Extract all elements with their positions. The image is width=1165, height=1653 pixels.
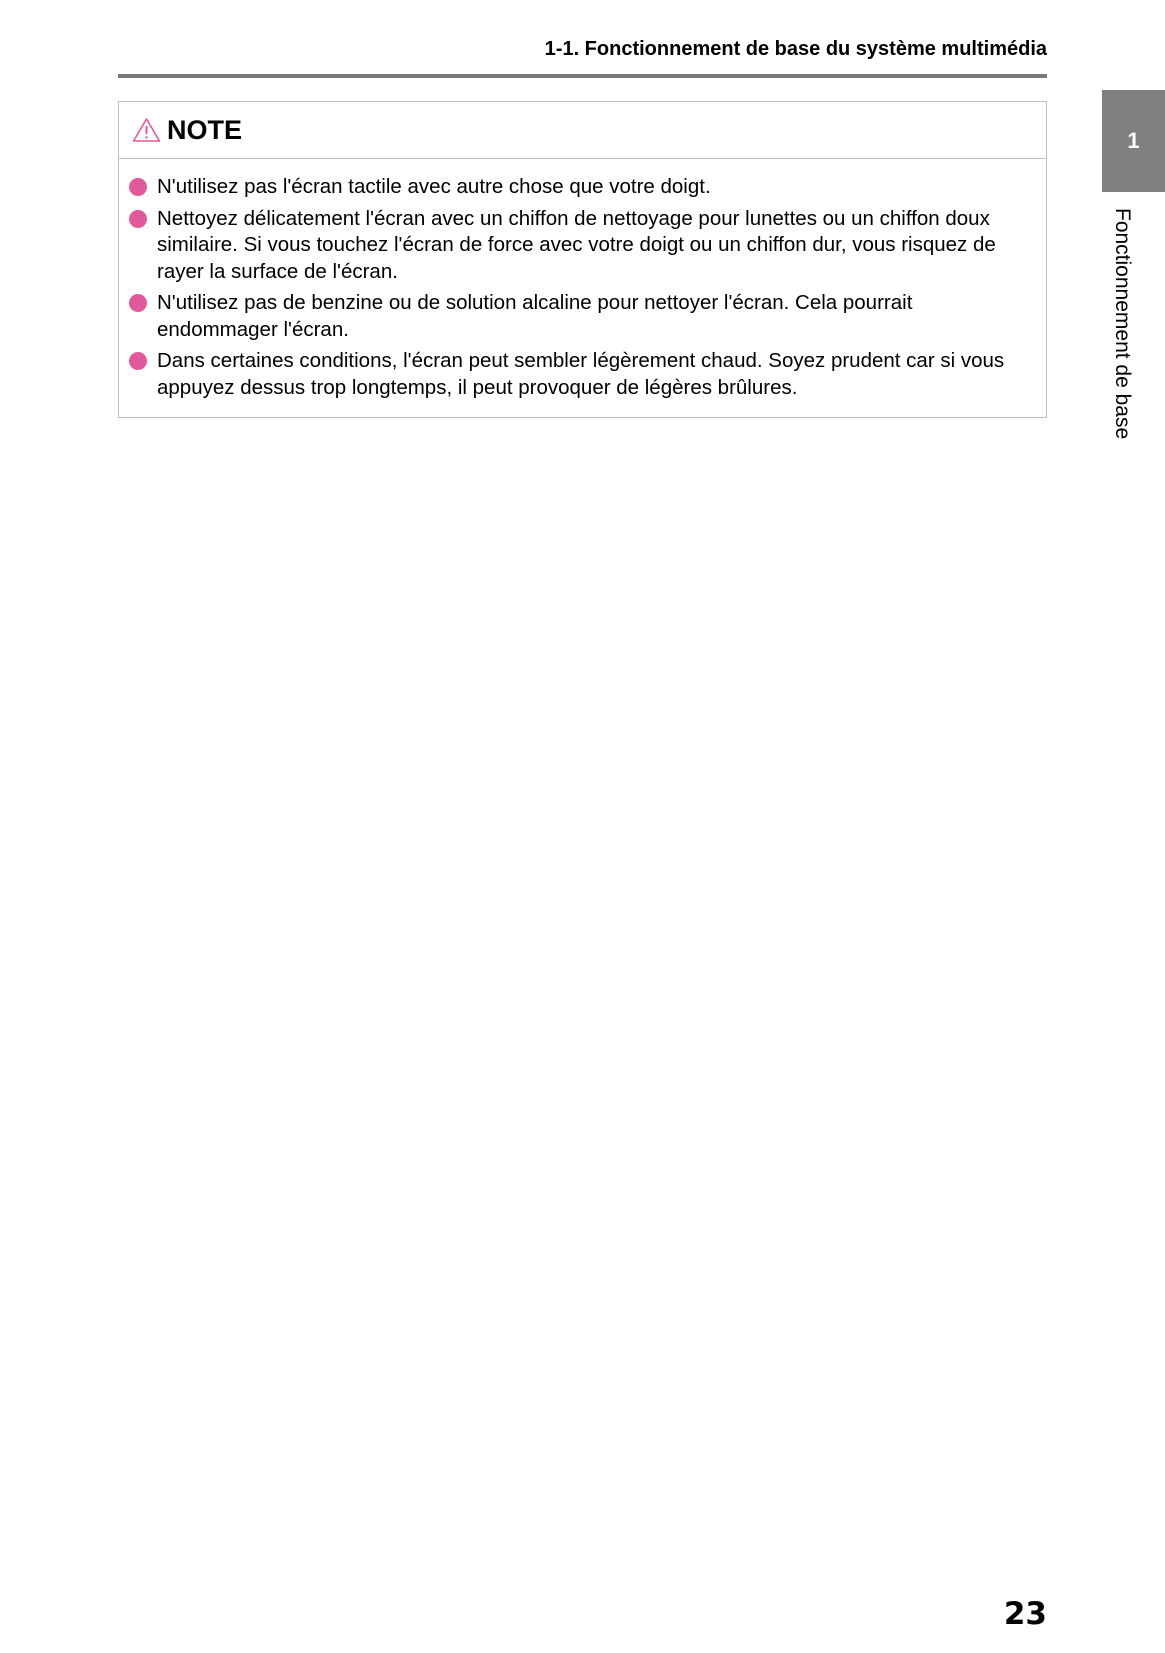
note-item bbox=[129, 348, 1026, 401]
note-item-text: Dans certaines conditions, l'écran peut sembler légèrement chaud. Soyez prudent car si vous appuyez dessus trop longtemps, il peut provoquer de légères brûlures. bbox=[157, 349, 1005, 399]
page-number: 23 bbox=[1003, 1596, 1047, 1632]
note-item bbox=[129, 174, 1026, 201]
section-header: 1-1. Fonctionnement de base du système multimédia bbox=[544, 38, 1047, 60]
bullet-dot-icon bbox=[129, 352, 147, 370]
chapter-label: Fonctionnement de base bbox=[1111, 208, 1134, 440]
note-item-text: N'utilisez pas l'écran tactile avec autre chose que votre doigt. bbox=[157, 175, 711, 198]
bullet-dot-icon bbox=[129, 294, 147, 312]
note-item-text: Nettoyez délicatement l'écran avec un chiffon de nettoyage pour lunettes ou un chiffon doux similaire. Si vous touchez l'écran de force avec votre doigt ou un chiffon dur, vous risquez de rayer la surface de l'écran. bbox=[157, 206, 996, 283]
bullet-dot-icon bbox=[129, 178, 147, 196]
note-item-text: N'utilisez pas de benzine ou de solution alcaline pour nettoyer l'écran. Cela pourrait endommager l'écran. bbox=[157, 291, 913, 341]
bullet-dot-icon bbox=[129, 210, 147, 228]
note-box bbox=[118, 101, 1047, 418]
header-rule bbox=[118, 74, 1047, 78]
note-item bbox=[129, 206, 1026, 286]
note-list bbox=[119, 159, 1046, 401]
note-header bbox=[119, 102, 1046, 159]
warning-triangle-icon bbox=[132, 117, 161, 143]
note-title: NOTE bbox=[167, 114, 243, 145]
note-item bbox=[129, 290, 1026, 343]
chapter-tab: 1 bbox=[1102, 90, 1165, 192]
